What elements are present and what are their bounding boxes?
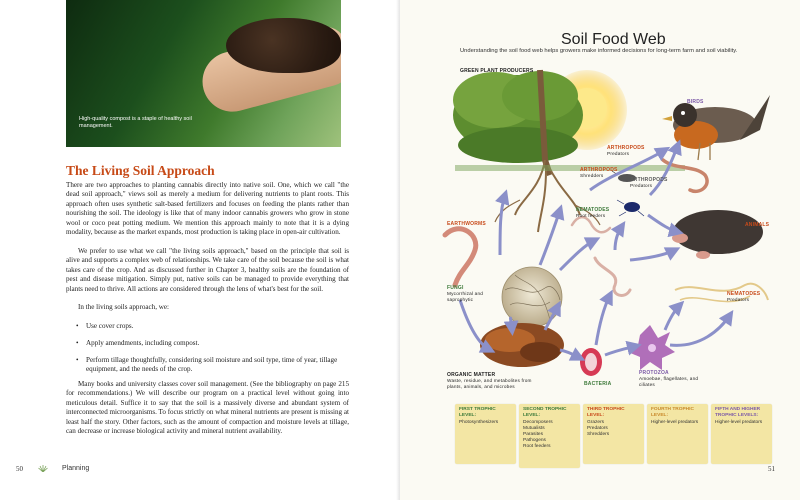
- list-item: • Perform tillage thoughtfully, considering soil moisture and soil type, time of year, tillage equipment, and the needs of the crop.: [76, 356, 346, 375]
- paragraph-4: Many books and university classes cover soil management. (See the bibliography on page 215 for recommendations.) We will describe our program on a practical level without going into meticulous detail. Suffice it to say that the soil is a massively diverse and abundant system of interconnected microorganisms. To focus strictly on what mineral nutrients are present is missing at least half the story. Other factors, such as the amount of compaction and moisture levels at tillage, can decrease or increase biological activity and mineral nutrient availability.: [66, 380, 349, 436]
- paragraph-3: In the living soils approach, we:: [78, 303, 170, 311]
- nematode-image: [595, 258, 630, 295]
- label-arthropods-predators-2: ARTHROPODS Predators: [630, 177, 668, 188]
- label-birds: BIRDS: [687, 99, 704, 105]
- label-green-plant-producers: GREEN PLANT PRODUCERS: [460, 68, 534, 74]
- label-fungi: FUNGI Mycorrhizal and saprophytic: [447, 285, 484, 302]
- label-earthworms: EARTHWORMS: [447, 221, 486, 227]
- label-nematodes-predators: NEMATODES Predators: [727, 291, 761, 302]
- label-organic-matter: ORGANIC MATTER Waste, residue, and metabolites from plants, animals, and microbes: [447, 372, 532, 389]
- section-title: The Living Soil Approach: [66, 163, 215, 178]
- label-arthropods-shredders: ARTHROPODS Shredders: [580, 167, 618, 178]
- bacteria-image: [580, 348, 602, 376]
- list-item: • Use cover crops.: [76, 322, 346, 331]
- earthworm-image: [445, 229, 476, 285]
- page-title: Soil Food Web: [561, 31, 666, 48]
- trophic-level-1: FIRST TROPHIC LEVEL: Photosynthesizers: [455, 404, 516, 464]
- page-number-right: 51: [768, 465, 775, 473]
- bird-image: [662, 95, 770, 160]
- trophic-level-5: FIFTH AND HIGHER TROPHIC LEVELS: Higher-level predators: [711, 404, 772, 464]
- grass-strip: [455, 165, 685, 171]
- right-page: [400, 0, 800, 500]
- bullet-list: [76, 322, 346, 382]
- label-protozoa: PROTOZOA Amoebae, flagellates, and ciliates: [639, 370, 699, 387]
- mole-image: [672, 210, 763, 259]
- trophic-level-2: SECOND TROPHIC LEVEL: Decomposers Mutualists Parasites Pathogens Root feeders: [519, 404, 580, 468]
- trophic-level-3: THIRD TROPHIC LEVEL: Grazers Predators Shredders: [583, 404, 644, 464]
- predator-beetle-image: [617, 200, 644, 216]
- nematode-root-image: [572, 217, 610, 232]
- photo-caption: High-quality compost is a staple of healthy soil management.: [79, 116, 192, 129]
- label-nematodes-root: NEMATODES Root feeders: [576, 207, 610, 218]
- compost-photo: [66, 0, 341, 147]
- section-name: Planning: [62, 465, 90, 472]
- page-subtitle: Understanding the soil food web helps growers make informed decisions for long-term farm and soil viability.: [460, 48, 738, 54]
- compost-image: [226, 18, 341, 73]
- trophic-level-4: FOURTH TROPHIC LEVEL: Higher-level predators: [647, 404, 708, 464]
- grass-icon: [38, 462, 48, 472]
- label-bacteria: BACTERIA: [584, 381, 612, 387]
- page-number: 50: [16, 465, 23, 473]
- label-animals: ANIMALS: [745, 222, 770, 228]
- paragraph-1: There are two approaches to planting cannabis directly into native soil. One, which we call "the dead soil approach," views soil as merely a medium for delivering nutrients to plant roots. This approach often uses synthetic salt-based fertilizers and focuses on feeding the plants rather than nourishing the soil. The ideology is like that of many indoor cannabis growers who grow in stone wool or coco peat potting medium. We mention this approach mainly to note that it is a dying modality, because as the market expands, most production is taking place in open-air cultivation.: [66, 181, 349, 237]
- organic-matter-image: [480, 323, 564, 367]
- label-arthropods-predators: ARTHROPODS Predators: [607, 145, 645, 156]
- list-item: • Apply amendments, including compost.: [76, 339, 346, 348]
- paragraph-2: We prefer to use what we call "the living soils approach," based on the principle that soil is alive and supports a complex web of relationships. We take care of the soil because the soil is what takes care of the crop. And as discussed further in Chapter 3, healthy soils are the foundation of pest and disease mitigation. Simply put, native soils can be managed to provide everything that plants need to thrive. All actions are considered through the lens of what's best for the soil.: [66, 247, 349, 293]
